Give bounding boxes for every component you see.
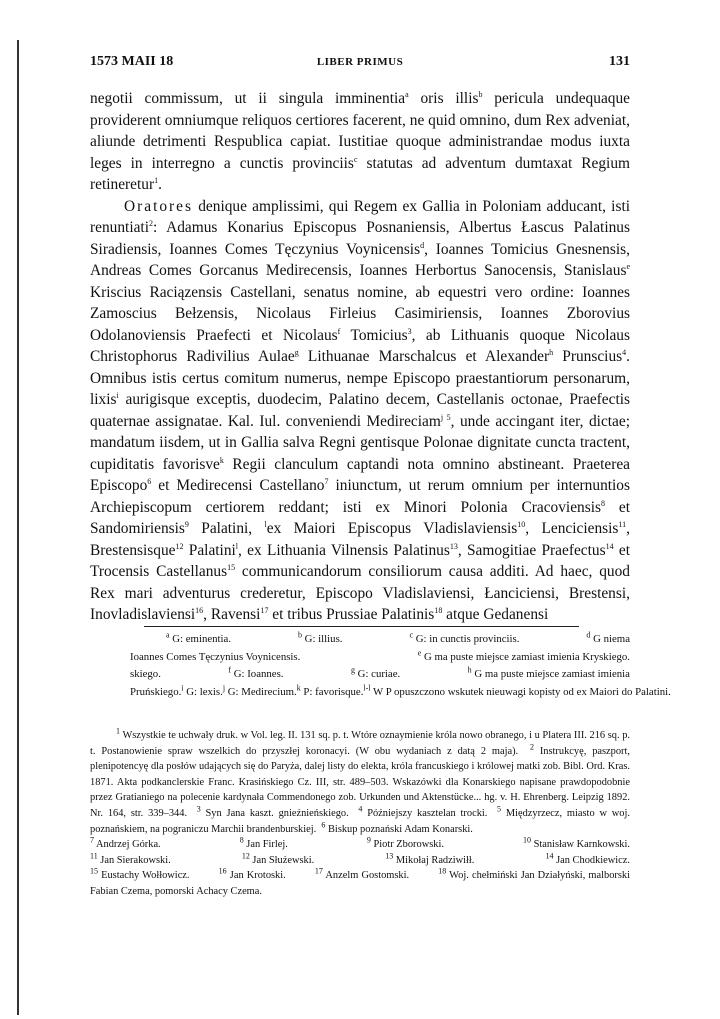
footnote-block: $^1$ Wszystkie te uchwały druk. w Vol. leg. II. 131 sq. p. t. Wtóre oznaymienie króla nowo obranego, i u Platera III. 216 sq. p. t. Postanowienie spraw wszelkich do przyszłej koronacyi. (W obu wydaniach z datą 2 maja). $^2$ Instrukcyę, paszport, plenipotencyę dla posłów udających się do Paryża, dalej listy do elekta, króla francuskiego i królowej matki zob. Bibl. Ord. Kras. 1871. Akta podkanclerskie Franc. Krasińskiego Cz. III, str. 489–503. Wskazówki dla Konarskiego napisane prawdopodobnie przez Gratianiego na polecenie kardynała Commendonego zob. Urkunden und Aktenstücke... hg. v. H. Ehrenberg. Leipzig 1892. Nr. 164, str. 339–344. $^3$ Syn Jana kaszt. gnieźnieńskiego. $^4$ Późniejszy kasztelan trocki. $^5$ Międzyrzecz, miasto w woj. poznańskiem, na pograniczu Marchii brandenburskiej. $^6$ Biskup poznański Adam Konarski.	[90, 726, 630, 835]
footnote: $^{13}$ Mikołaj Radziwiłł.	[385, 851, 475, 866]
apparatus-note: $^i$ G: lexis.	[181, 682, 223, 698]
footnote: $^9$ Piotr Zborowski.	[366, 835, 444, 851]
critical-apparatus	[130, 630, 671, 701]
footnote: $^{10}$ Stanisław Karnkowski.	[522, 835, 630, 851]
apparatus-row	[130, 631, 630, 649]
footnote: $^{16}$ Jan Krotoski.	[218, 866, 286, 882]
footnote: $^8$ Jan Firlej.	[239, 835, 288, 851]
footnote-last: $^{15}$ Eustachy Wołłowicz.	[90, 866, 190, 882]
footnote: $^{11}$ Jan Sierakowski.	[90, 851, 171, 866]
paragraph-1: negotii commissum, ut ii singula imminentia$^a$ oris illis$^b$ pericula undequaque providerent omniumque reliquos certiores facerent, ne quid omnino, dum Rex adveniat, aliunde detrimenti Respublica capiat. Iustitiae quoque administrandae modus iuxta leges in interregno a cunctis provinciis$^c$ statutas ad adventum dumtaxat Regium retineretur$^1$.	[90, 89, 631, 193]
footnote-row	[90, 853, 630, 869]
header-date: 1573 MAII 18	[90, 54, 174, 69]
footnote: $^{14}$ Jan Chodkiewicz.	[545, 851, 630, 866]
page-number: 131	[609, 54, 630, 69]
header-title: LIBER PRIMUS	[316, 56, 404, 68]
historical-footnotes	[90, 728, 630, 900]
apparatus-note: $^h$ G ma puste miejsce zamiast imienia	[467, 665, 630, 680]
apparatus-note: $^g$ G: curiae.	[350, 665, 401, 680]
apparatus-note: $^f$ G: Ioannes.	[228, 665, 284, 680]
apparatus-row	[130, 666, 630, 684]
binding-edge	[17, 40, 19, 1015]
apparatus-row	[130, 649, 630, 667]
footnote: $^7$ Andrzej Górka.	[90, 835, 161, 851]
apparatus-note: $^b$ G: illius.	[297, 630, 343, 645]
footnote: $^{17}$ Anzelm Gostomski.	[314, 866, 410, 882]
paragraph-2	[90, 196, 630, 626]
apparatus-note: $^a$ G: eminentia.	[166, 630, 232, 645]
main-text	[90, 88, 630, 626]
footnote-rule	[144, 626, 579, 627]
apparatus-note: $^c$ G: in cunctis provinciis.	[409, 630, 520, 645]
apparatus-note: $^{l-l}$ W P opuszczono wskutek nieuwagi kopisty od ex Maiori do Palatini.	[363, 682, 671, 698]
running-header	[90, 54, 630, 76]
apparatus-note: $^k$ P: favorisque.	[296, 682, 364, 698]
apparatus-note: $^d$ G niema	[586, 630, 630, 645]
spaced-word: Oratores	[124, 197, 193, 215]
paragraph-2-text: denique amplissimi, qui Regem ex Gallia in Poloniam adducant, isti renuntiati$^2$: Adamus Konarius Episcopus Posnaniensis, Albertus Łascus Palatinus Siradiensis, Ioannes Comes Tęczynius Voynicensis$^d$, Ioannes Tomicius Gnesnensis, Andreas Comes Gorcanus Medirecensis, Ioannes Herbortus Sanocensis, Stanislaus$^e$ Kriscius Raciązensis Castellani, senatus nomine, ab equestri vero ordine: Ioannes Zamoscius Bełzensis, Nicolaus Firleius Casimiriensis, Ioannes Zborovius Odolanoviensis Praefecti et Nicolaus$^f$ Tomicius$^3$, ab Lithuanis quoque Nicolaus Christophorus Radivilius Aulae$^g$ Lithuanae Marschalcus et Alexander$^h$ Prunscius$^4$. Omnibus istis certus comitum numerus, nempe Episcopo praestantiorum personarum, lixis$^i$ aurigisque exceptis, duodecim, Palatino decem, Castellanis octonae, Praefectis quaternae assignatae. Kal. Iul. conveniendi Medireciam$^{j 5}$, unde accingant iter, dictae; mandatum iisdem, ut in Gallia salva Regni gentisque Polonae dignitate cuncta tractent, cupiditatis favorisve$^k$ Regii clanculum captandi nota omnino abstineant. Praeterea Episcopo$^6$ et Medirecensi Castellano$^7$ iniunctum, ut rerum omnium per internuntios Archiepiscopum certiorem reddant; isti ex Minori Polonia Cracoviensis$^8$ et Sandomiriensis$^9$ Palatini, $^l$ex Maiori Episcopus Vladislaviensis$^{10}$, Lenciciensis$^{11}$, Brestensisque$^{12}$ Palatini$^l$, ex Lithuania Vilnensis Palatinus$^{13}$, Samogitiae Praefectus$^{14}$ et Trocensis Castellanus$^{15}$ communicandorum consiliorum causa additi. Ad haec, quod Rex mari adventurus crederetur, Episcopo Vladislaviensi, Łanciciensi, Brestensi, Inovladislaviensi$^{16}$, Ravensi$^{17}$ et tribus Prussiae Palatinis$^{18}$ atque Gedanensi	[90, 197, 630, 623]
apparatus-note: $^e$ G ma puste miejsce zamiast imienia Kryskiego.	[417, 647, 630, 663]
apparatus-note: Ioannes Comes Tęczynius Voynicensis.	[130, 650, 301, 663]
apparatus-note: $^j$ G: Medirecium.	[222, 682, 297, 698]
apparatus-note: Pruńskiego.	[130, 685, 182, 698]
footnote: $^{18}$ Woj. chełmiński Jan Działyński, malborski Fabian Czema, pomorski Achacy Czema.	[90, 866, 630, 897]
footnote: $^{12}$ Jan Służewski.	[241, 851, 315, 866]
apparatus-row	[130, 682, 671, 702]
apparatus-note: skiego.	[130, 668, 161, 680]
